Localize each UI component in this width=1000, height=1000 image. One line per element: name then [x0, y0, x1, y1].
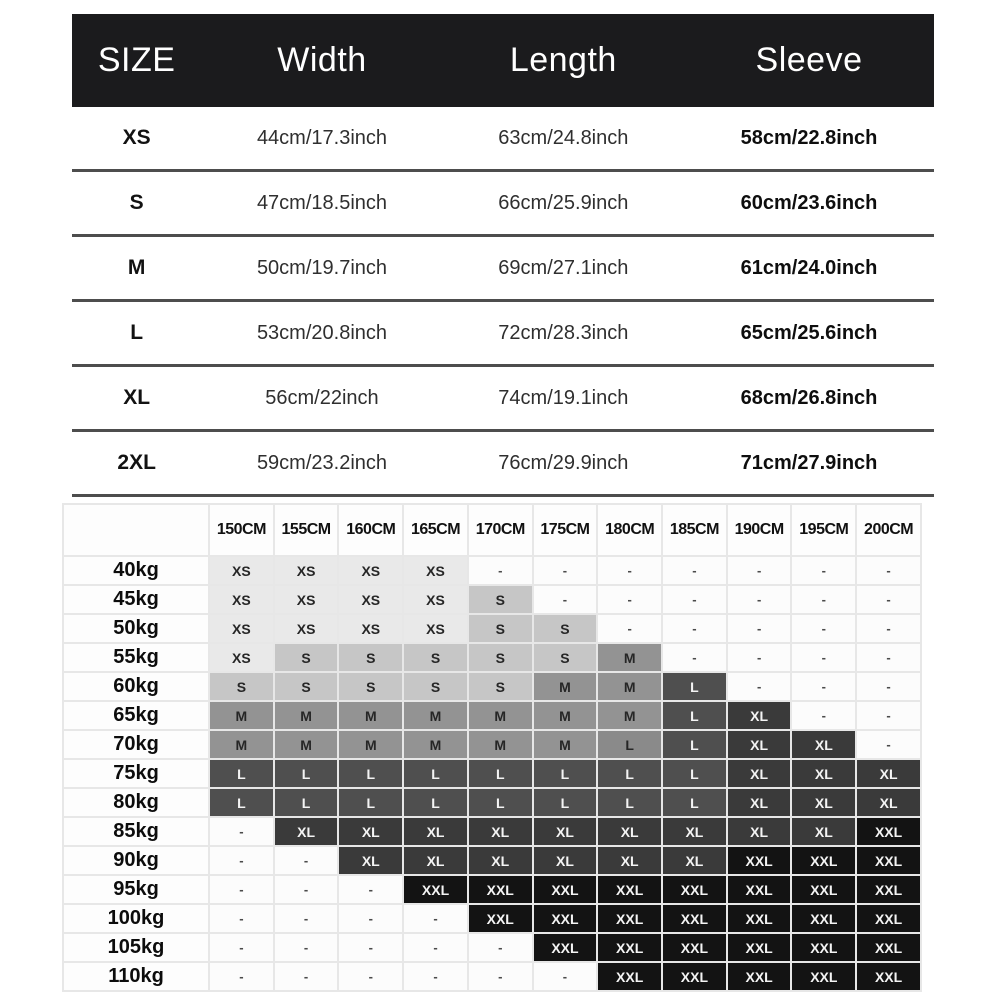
- fit-height-header: 195CM: [792, 505, 855, 555]
- fit-cell-size: XS: [404, 557, 467, 584]
- fit-cell-size: XXL: [598, 905, 661, 932]
- fit-weight-label: 55kg: [64, 644, 208, 671]
- fit-cell-size: XL: [339, 818, 402, 845]
- fit-corner-cell: [64, 505, 208, 555]
- fit-cell-empty: -: [339, 905, 402, 932]
- fit-cell-size: XL: [728, 818, 791, 845]
- fit-cell-size: XXL: [792, 847, 855, 874]
- fit-cell-size: M: [210, 702, 273, 729]
- length-value: 74cm/19.1inch: [498, 386, 629, 409]
- fit-cell-size: M: [598, 673, 661, 700]
- fit-cell-empty: -: [857, 702, 920, 729]
- fit-cell-size: XS: [275, 557, 338, 584]
- fit-cell-empty: -: [534, 557, 597, 584]
- fit-cell-size: M: [598, 702, 661, 729]
- width-column-header: Width: [277, 41, 367, 79]
- fit-cell-size: L: [534, 789, 597, 816]
- fit-cell-size: XL: [469, 847, 532, 874]
- fit-cell-size: S: [469, 586, 532, 613]
- size-label: 2XL: [117, 451, 156, 474]
- fit-cell-empty: -: [663, 644, 726, 671]
- fit-cell-empty: -: [598, 615, 661, 642]
- fit-row: [64, 731, 920, 758]
- fit-cell-size: XXL: [534, 934, 597, 961]
- fit-weight-label: 85kg: [64, 818, 208, 845]
- length-value: 76cm/29.9inch: [498, 451, 629, 474]
- fit-cell-empty: -: [728, 557, 791, 584]
- fit-cell-size: S: [404, 644, 467, 671]
- fit-cell-empty: -: [469, 557, 532, 584]
- fit-cell-size: XS: [404, 615, 467, 642]
- fit-cell-size: XL: [663, 818, 726, 845]
- fit-cell-size: L: [598, 760, 661, 787]
- size-row: [72, 172, 934, 237]
- width-value: 47cm/18.5inch: [256, 191, 388, 214]
- fit-row: [64, 934, 920, 961]
- fit-matrix: [62, 503, 922, 992]
- fit-cell-size: XXL: [534, 905, 597, 932]
- fit-cell-size: S: [339, 673, 402, 700]
- fit-cell-size: XXL: [857, 876, 920, 903]
- fit-cell-size: S: [339, 644, 402, 671]
- size-label: XS: [122, 126, 151, 149]
- fit-cell-size: M: [598, 644, 661, 671]
- size-column-header: SIZE: [97, 41, 176, 79]
- fit-cell-size: M: [404, 702, 467, 729]
- fit-weight-label: 65kg: [64, 702, 208, 729]
- fit-cell-size: XXL: [663, 905, 726, 932]
- fit-cell-empty: -: [339, 934, 402, 961]
- fit-height-header: 185CM: [663, 505, 726, 555]
- fit-cell-size: XL: [663, 847, 726, 874]
- fit-height-header: 160CM: [339, 505, 402, 555]
- fit-cell-empty: -: [275, 876, 338, 903]
- fit-weight-label: 70kg: [64, 731, 208, 758]
- fit-cell-size: M: [534, 702, 597, 729]
- fit-cell-size: XXL: [469, 905, 532, 932]
- fit-cell-size: XL: [792, 731, 855, 758]
- fit-row: [64, 586, 920, 613]
- fit-cell-empty: -: [404, 905, 467, 932]
- fit-row: [64, 905, 920, 932]
- fit-cell-empty: -: [534, 586, 597, 613]
- fit-cell-empty: -: [857, 586, 920, 613]
- fit-cell-empty: -: [598, 557, 661, 584]
- fit-cell-empty: -: [275, 847, 338, 874]
- fit-cell-size: M: [339, 702, 402, 729]
- fit-cell-size: L: [275, 760, 338, 787]
- fit-cell-size: XXL: [404, 876, 467, 903]
- fit-cell-size: M: [275, 731, 338, 758]
- fit-row: [64, 702, 920, 729]
- fit-cell-empty: -: [534, 963, 597, 990]
- fit-cell-size: S: [534, 615, 597, 642]
- fit-row: [64, 557, 920, 584]
- width-value: 59cm/23.2inch: [256, 451, 388, 474]
- fit-row: [64, 963, 920, 990]
- fit-height-header: 165CM: [404, 505, 467, 555]
- fit-cell-empty: -: [598, 586, 661, 613]
- fit-row: [64, 847, 920, 874]
- fit-cell-empty: -: [210, 905, 273, 932]
- fit-cell-size: XL: [598, 818, 661, 845]
- fit-cell-size: XL: [857, 760, 920, 787]
- fit-cell-empty: -: [792, 673, 855, 700]
- fit-cell-size: XS: [275, 586, 338, 613]
- fit-cell-size: XL: [857, 789, 920, 816]
- width-value: 56cm/22inch: [265, 386, 379, 409]
- fit-cell-size: XXL: [792, 876, 855, 903]
- fit-cell-size: M: [404, 731, 467, 758]
- fit-cell-size: L: [469, 760, 532, 787]
- fit-cell-size: L: [275, 789, 338, 816]
- fit-cell-empty: -: [275, 934, 338, 961]
- fit-height-header: 190CM: [728, 505, 791, 555]
- size-row: [72, 237, 934, 302]
- fit-cell-size: XL: [469, 818, 532, 845]
- fit-cell-size: XS: [210, 644, 273, 671]
- length-column-header: Length: [509, 41, 617, 79]
- fit-cell-size: L: [663, 702, 726, 729]
- fit-cell-size: M: [534, 731, 597, 758]
- fit-cell-size: L: [598, 731, 661, 758]
- fit-cell-empty: -: [469, 934, 532, 961]
- fit-cell-empty: -: [857, 644, 920, 671]
- sleeve-column-header: Sleeve: [755, 41, 863, 79]
- fit-cell-size: S: [469, 644, 532, 671]
- fit-cell-size: M: [275, 702, 338, 729]
- size-table: [72, 14, 934, 497]
- fit-cell-size: L: [663, 789, 726, 816]
- size-row: [72, 432, 934, 497]
- fit-cell-size: L: [210, 789, 273, 816]
- fit-weight-label: 75kg: [64, 760, 208, 787]
- fit-cell-empty: -: [469, 963, 532, 990]
- fit-cell-size: L: [663, 673, 726, 700]
- fit-cell-size: XXL: [792, 934, 855, 961]
- fit-cell-empty: -: [792, 615, 855, 642]
- fit-row: [64, 818, 920, 845]
- fit-cell-empty: -: [663, 586, 726, 613]
- fit-cell-size: XXL: [728, 905, 791, 932]
- width-value: 44cm/17.3inch: [256, 126, 388, 149]
- fit-cell-size: M: [534, 673, 597, 700]
- fit-header-row: [64, 505, 920, 555]
- fit-weight-label: 80kg: [64, 789, 208, 816]
- fit-cell-size: L: [663, 760, 726, 787]
- fit-weight-label: 90kg: [64, 847, 208, 874]
- fit-height-header: 170CM: [469, 505, 532, 555]
- fit-cell-size: XXL: [663, 934, 726, 961]
- sleeve-value: 71cm/27.9inch: [740, 451, 878, 474]
- fit-row: [64, 789, 920, 816]
- fit-cell-empty: -: [339, 963, 402, 990]
- fit-weight-label: 45kg: [64, 586, 208, 613]
- fit-cell-empty: -: [728, 615, 791, 642]
- fit-cell-size: S: [210, 673, 273, 700]
- fit-weight-label: 105kg: [64, 934, 208, 961]
- fit-cell-empty: -: [792, 586, 855, 613]
- fit-weight-label: 50kg: [64, 615, 208, 642]
- fit-cell-size: M: [339, 731, 402, 758]
- fit-cell-size: L: [339, 789, 402, 816]
- fit-cell-size: XL: [792, 760, 855, 787]
- fit-cell-size: XXL: [857, 905, 920, 932]
- fit-cell-size: XL: [404, 847, 467, 874]
- fit-cell-size: XXL: [663, 963, 726, 990]
- fit-cell-size: XL: [728, 760, 791, 787]
- fit-weight-label: 40kg: [64, 557, 208, 584]
- fit-height-header: 150CM: [210, 505, 273, 555]
- size-row: [72, 302, 934, 367]
- fit-weight-label: 110kg: [64, 963, 208, 990]
- length-value: 63cm/24.8inch: [498, 126, 629, 149]
- sleeve-value: 68cm/26.8inch: [740, 386, 878, 409]
- size-row: [72, 367, 934, 432]
- fit-cell-size: XL: [792, 789, 855, 816]
- size-label: L: [130, 321, 144, 344]
- fit-matrix-grid: [62, 503, 922, 992]
- fit-height-header: 200CM: [857, 505, 920, 555]
- fit-cell-size: L: [339, 760, 402, 787]
- fit-cell-size: XXL: [728, 963, 791, 990]
- size-row: [72, 107, 934, 172]
- fit-cell-size: XXL: [728, 876, 791, 903]
- fit-cell-empty: -: [275, 963, 338, 990]
- fit-cell-empty: -: [792, 557, 855, 584]
- fit-cell-size: S: [404, 673, 467, 700]
- length-value: 72cm/28.3inch: [498, 321, 629, 344]
- length-value: 69cm/27.1inch: [498, 256, 629, 279]
- fit-weight-label: 100kg: [64, 905, 208, 932]
- fit-cell-size: M: [469, 702, 532, 729]
- fit-cell-size: XXL: [663, 876, 726, 903]
- fit-cell-size: XL: [728, 731, 791, 758]
- fit-height-header: 155CM: [275, 505, 338, 555]
- fit-row: [64, 615, 920, 642]
- width-value: 50cm/19.7inch: [256, 256, 388, 279]
- fit-cell-empty: -: [728, 586, 791, 613]
- fit-cell-empty: -: [210, 818, 273, 845]
- fit-cell-size: XL: [404, 818, 467, 845]
- sleeve-value: 60cm/23.6inch: [740, 191, 878, 214]
- fit-cell-size: XXL: [792, 905, 855, 932]
- fit-cell-size: XL: [275, 818, 338, 845]
- fit-cell-size: XS: [339, 615, 402, 642]
- fit-cell-size: M: [469, 731, 532, 758]
- fit-cell-size: XL: [728, 702, 791, 729]
- size-label: S: [129, 191, 144, 214]
- fit-cell-empty: -: [728, 673, 791, 700]
- fit-cell-size: XXL: [534, 876, 597, 903]
- width-value: 53cm/20.8inch: [256, 321, 388, 344]
- fit-cell-size: L: [404, 789, 467, 816]
- fit-cell-size: XL: [728, 789, 791, 816]
- fit-height-header: 175CM: [534, 505, 597, 555]
- fit-cell-empty: -: [857, 615, 920, 642]
- fit-cell-size: XL: [598, 847, 661, 874]
- fit-cell-size: L: [598, 789, 661, 816]
- fit-cell-empty: -: [857, 731, 920, 758]
- fit-cell-size: XXL: [857, 963, 920, 990]
- sleeve-value: 58cm/22.8inch: [740, 126, 878, 149]
- sleeve-value: 61cm/24.0inch: [740, 256, 878, 279]
- fit-cell-empty: -: [210, 876, 273, 903]
- fit-cell-empty: -: [210, 934, 273, 961]
- sleeve-value: 65cm/25.6inch: [740, 321, 878, 344]
- fit-cell-empty: -: [404, 963, 467, 990]
- fit-cell-empty: -: [857, 673, 920, 700]
- fit-cell-size: XS: [210, 615, 273, 642]
- fit-cell-empty: -: [663, 615, 726, 642]
- fit-cell-size: S: [469, 673, 532, 700]
- fit-cell-size: L: [210, 760, 273, 787]
- fit-cell-size: S: [534, 644, 597, 671]
- fit-cell-size: XXL: [857, 818, 920, 845]
- fit-cell-size: XXL: [792, 963, 855, 990]
- fit-cell-size: XXL: [728, 847, 791, 874]
- fit-cell-size: S: [469, 615, 532, 642]
- fit-cell-size: XL: [792, 818, 855, 845]
- fit-cell-size: XXL: [598, 934, 661, 961]
- fit-cell-empty: -: [404, 934, 467, 961]
- fit-cell-size: XS: [339, 557, 402, 584]
- fit-cell-size: L: [534, 760, 597, 787]
- fit-row: [64, 673, 920, 700]
- fit-cell-size: XS: [339, 586, 402, 613]
- fit-cell-size: XXL: [857, 847, 920, 874]
- size-label: XL: [123, 386, 151, 409]
- fit-row: [64, 644, 920, 671]
- fit-cell-size: XXL: [598, 963, 661, 990]
- fit-cell-empty: -: [663, 557, 726, 584]
- fit-cell-empty: -: [792, 702, 855, 729]
- fit-cell-size: XXL: [857, 934, 920, 961]
- fit-height-header: 180CM: [598, 505, 661, 555]
- fit-cell-empty: -: [857, 557, 920, 584]
- fit-cell-size: L: [663, 731, 726, 758]
- length-value: 66cm/25.9inch: [498, 191, 629, 214]
- fit-cell-size: XL: [534, 847, 597, 874]
- fit-cell-size: S: [275, 673, 338, 700]
- fit-cell-size: XL: [339, 847, 402, 874]
- fit-cell-size: S: [275, 644, 338, 671]
- fit-cell-size: XXL: [598, 876, 661, 903]
- fit-cell-size: XS: [210, 586, 273, 613]
- fit-cell-size: XS: [210, 557, 273, 584]
- size-table-body: [72, 107, 934, 497]
- fit-cell-size: L: [404, 760, 467, 787]
- fit-cell-empty: -: [210, 847, 273, 874]
- fit-weight-label: 95kg: [64, 876, 208, 903]
- fit-cell-empty: -: [339, 876, 402, 903]
- fit-cell-empty: -: [728, 644, 791, 671]
- fit-cell-empty: -: [210, 963, 273, 990]
- fit-cell-size: XL: [534, 818, 597, 845]
- size-label: M: [127, 256, 146, 279]
- fit-cell-size: XXL: [469, 876, 532, 903]
- size-table-header-bar: [72, 14, 934, 107]
- fit-row: [64, 760, 920, 787]
- fit-cell-size: XS: [404, 586, 467, 613]
- fit-cell-empty: -: [792, 644, 855, 671]
- fit-cell-size: XS: [275, 615, 338, 642]
- fit-row: [64, 876, 920, 903]
- fit-cell-empty: -: [275, 905, 338, 932]
- fit-cell-size: XXL: [728, 934, 791, 961]
- fit-cell-size: M: [210, 731, 273, 758]
- fit-weight-label: 60kg: [64, 673, 208, 700]
- fit-cell-size: L: [469, 789, 532, 816]
